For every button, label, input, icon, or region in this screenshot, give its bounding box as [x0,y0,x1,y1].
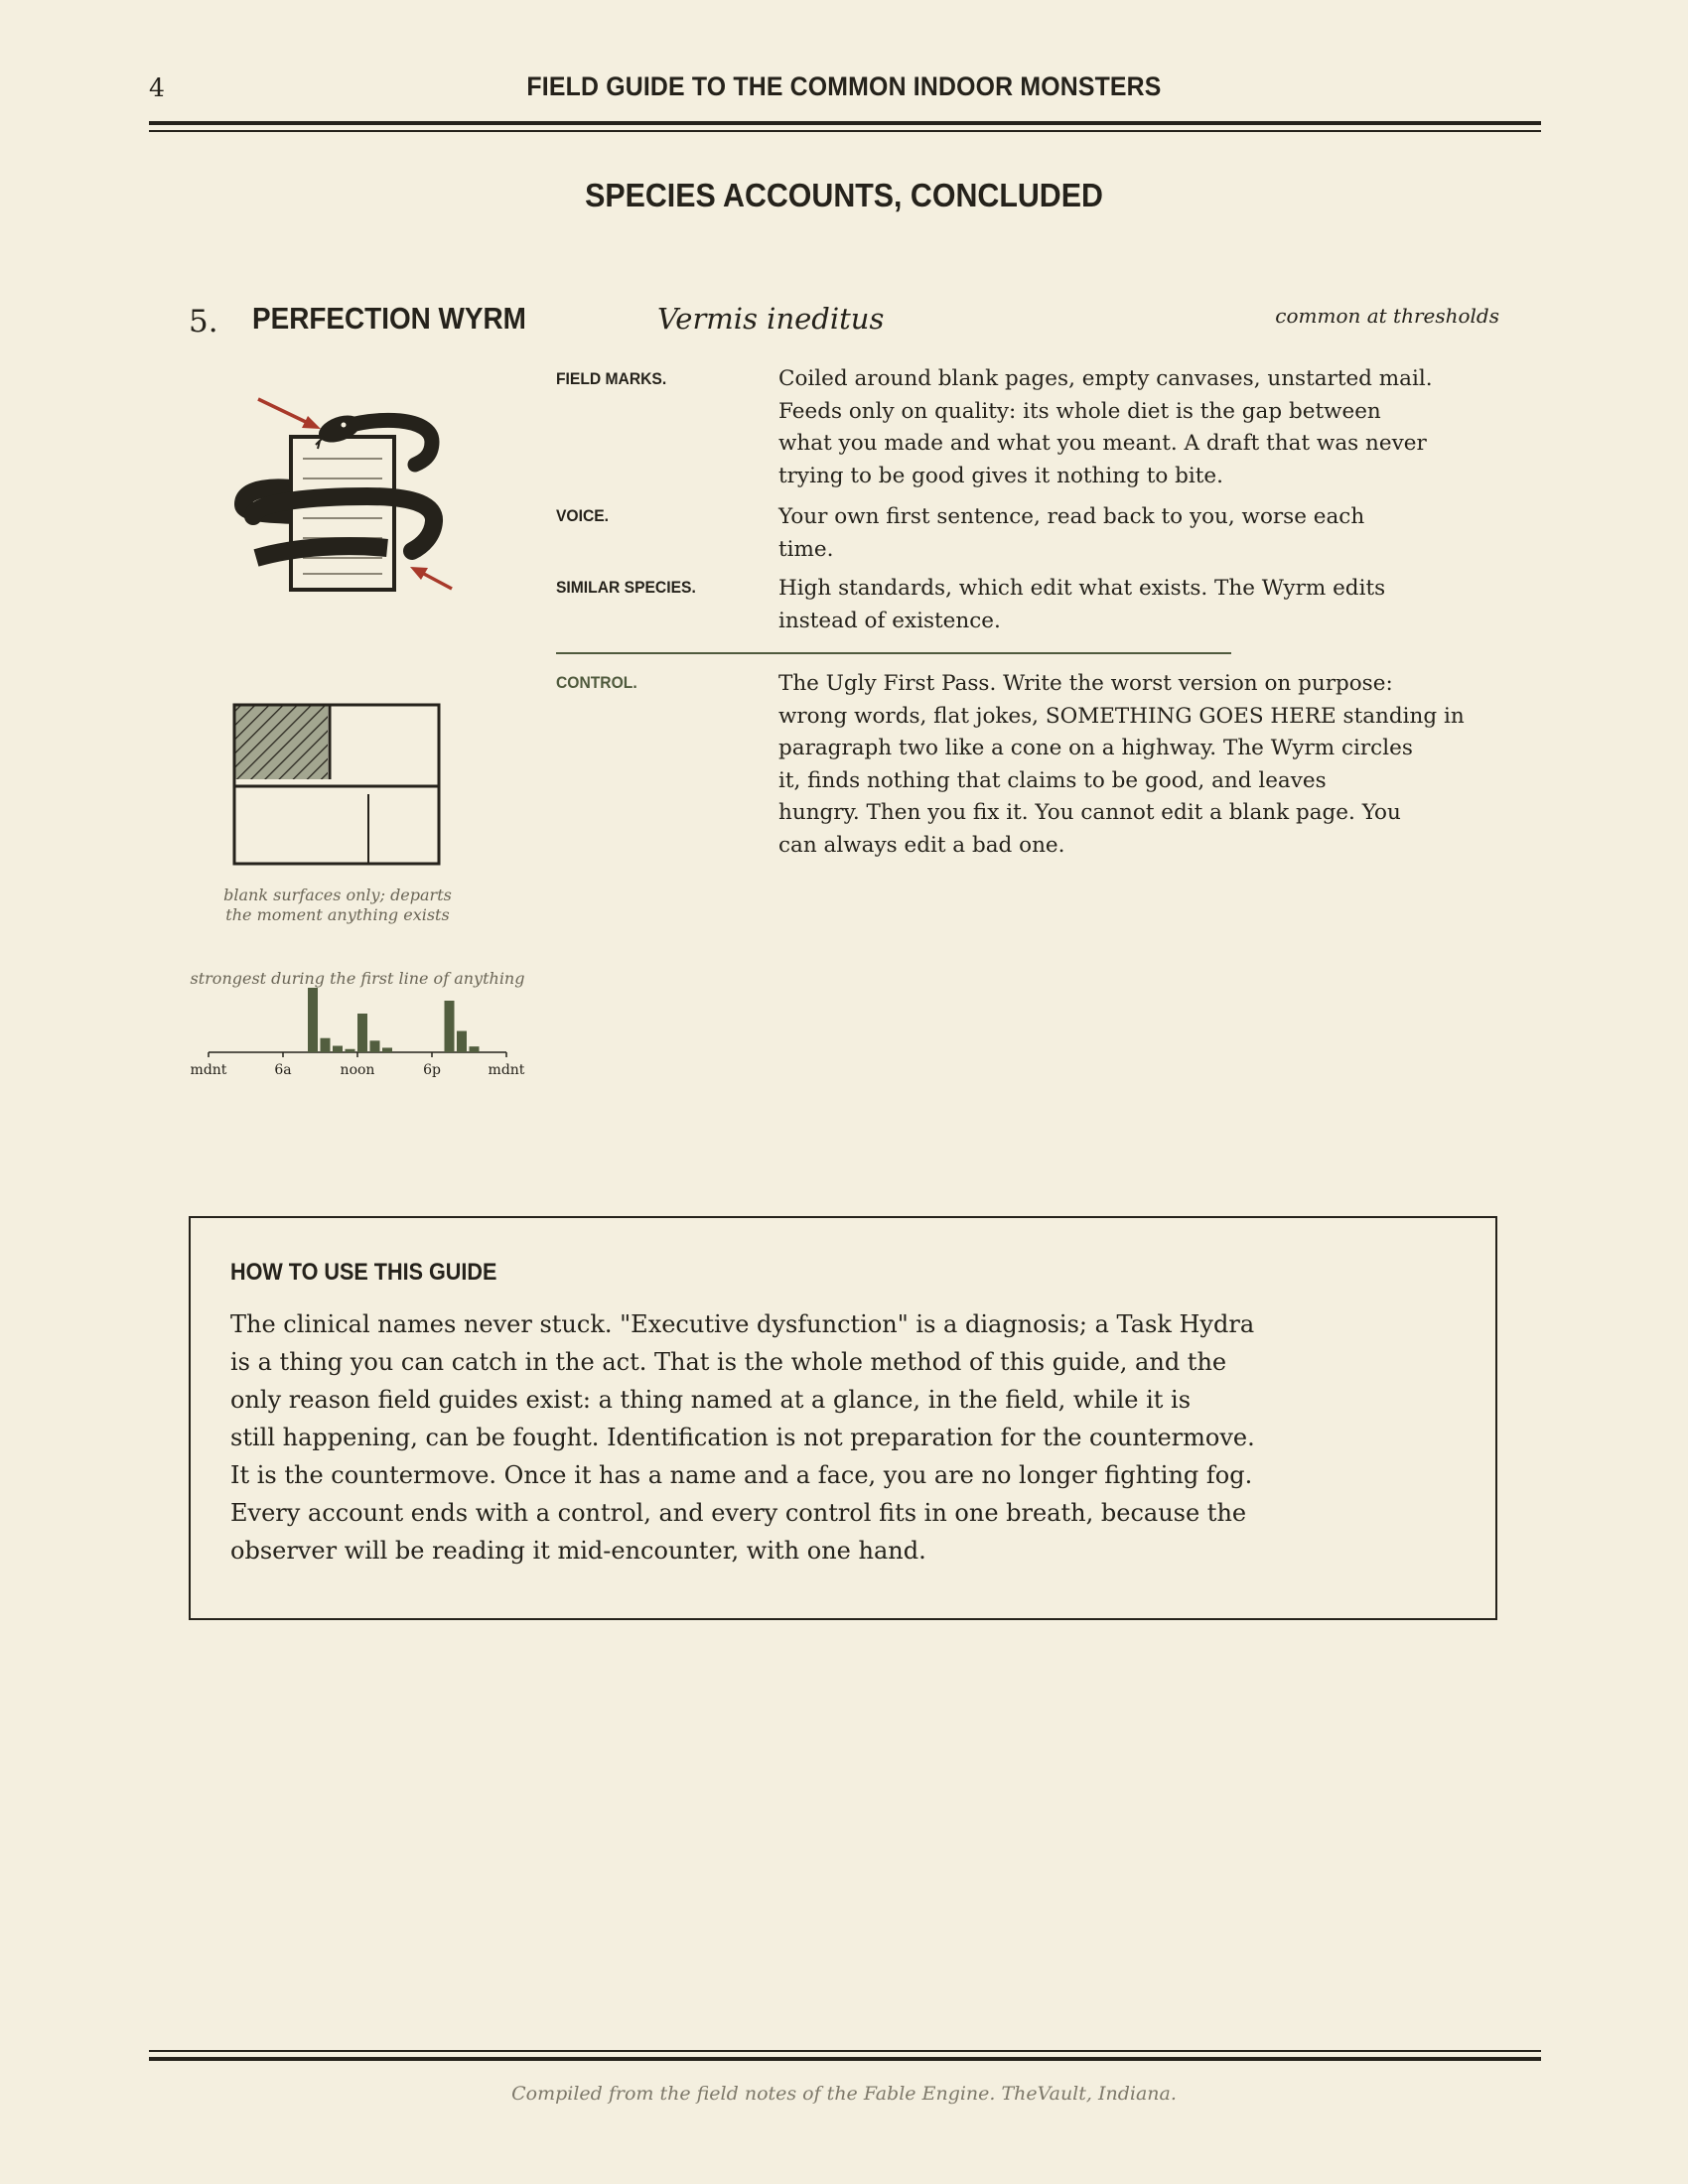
range-map-caption [189,886,487,925]
text-line: what you made and what you meant. A draft that was never [778,431,1427,456]
text-line: The Ugly First Pass. Write the worst version on purpose: [778,671,1393,696]
text-line: trying to be good gives it nothing to bite. [778,463,1223,488]
text-line: instead of existence. [778,608,1001,633]
chart-tick-label: noon [340,1062,375,1078]
callout-line: Every account ends with a control, and every control fits in one breath, because the [230,1499,1247,1527]
callout-line: still happening, can be fought. Identification is not preparation for the countermove. [230,1424,1255,1451]
range-map [230,701,443,868]
text-line: Coiled around blank pages, empty canvases, unstarted mail. [778,366,1433,391]
similar-species-text [778,573,1385,637]
chart-bar [382,1047,392,1052]
text-line: can always edit a bad one. [778,832,1065,858]
chart-bar [333,1046,343,1053]
species-name: PERFECTION WYRM [252,301,526,336]
range-map-caption-line: the moment anything exists [225,905,450,924]
text-line: wrong words, flat jokes, SOMETHING GOES HERE standing in [778,703,1465,729]
footer-rule-thick [149,2057,1541,2061]
callout-title: HOW TO USE THIS GUIDE [230,1259,497,1286]
page-number: 4 [149,73,165,102]
text-line: paragraph two like a cone on a highway. The Wyrm circles [778,736,1413,760]
activity-chart [179,983,536,1082]
chart-tick-label: 6p [423,1062,441,1078]
footer-credit: Compiled from the field notes of the Fable Engine. TheVault, Indiana. [511,2083,1177,2105]
label-voice: VOICE. [556,506,610,525]
chart-bar [470,1046,480,1052]
range-map-caption-line: blank surfaces only; departs [223,886,452,904]
chart-bar [445,1001,455,1052]
running-title: FIELD GUIDE TO THE COMMON INDOOR MONSTERS [526,71,1162,101]
control-divider [556,652,1231,654]
field-marks-text [778,363,1433,492]
control-text [778,668,1465,862]
header-rule-thin [149,130,1541,132]
callout-line: It is the countermove. Once it has a name and a face, you are no longer fighting fog. [230,1461,1253,1489]
section-title: SPECIES ACCOUNTS, CONCLUDED [585,177,1103,213]
chart-tick-label: 6a [274,1062,292,1078]
text-line: hungry. Then you fix it. You cannot edit a blank page. You [778,800,1401,825]
chart-bar [346,1049,355,1052]
text-line: Your own first sentence, read back to you, worse each [778,504,1365,529]
label-control: CONTROL. [556,673,637,692]
label-similar-species: SIMILAR SPECIES. [556,578,696,597]
callout-line: observer will be reading it mid-encounter, with one hand. [230,1537,926,1565]
chart-bar [357,1014,367,1052]
footer-rule-thin [149,2050,1541,2052]
text-line: it, finds nothing that claims to be good, and leaves [778,767,1327,793]
species-habitat: common at thresholds [1275,304,1499,328]
serpent-coiled-around-page-icon [228,387,467,606]
chart-bar [321,1038,331,1052]
callout-line: The clinical names never stuck. "Executive dysfunction" is a diagnosis; a Task Hydra [230,1310,1255,1338]
chart-title: strongest during the first line of anything [190,969,525,988]
chart-tick-label: mdnt [190,1062,227,1078]
chart-bar [308,988,318,1052]
chart-bar [457,1031,467,1052]
header-rule-thick [149,121,1541,125]
label-field-marks: FIELD MARKS. [556,369,667,388]
chart-tick-label: mdnt [488,1062,525,1078]
text-line: High standards, which edit what exists. The Wyrm edits [778,576,1386,601]
range-map-occupied-area [234,705,328,779]
species-latin-name: Vermis ineditus [657,302,885,336]
text-line: time. [778,536,834,562]
species-number: 5. [189,304,218,340]
how-to-use-callout [189,1216,1497,1620]
voice-text [778,501,1364,566]
text-line: Feeds only on quality: its whole diet is the gap between [778,398,1381,424]
chart-bar [370,1040,380,1052]
callout-line: is a thing you can catch in the act. That is the whole method of this guide, and the [230,1348,1227,1376]
callout-line: only reason field guides exist: a thing named at a glance, in the field, while it is [230,1386,1192,1414]
